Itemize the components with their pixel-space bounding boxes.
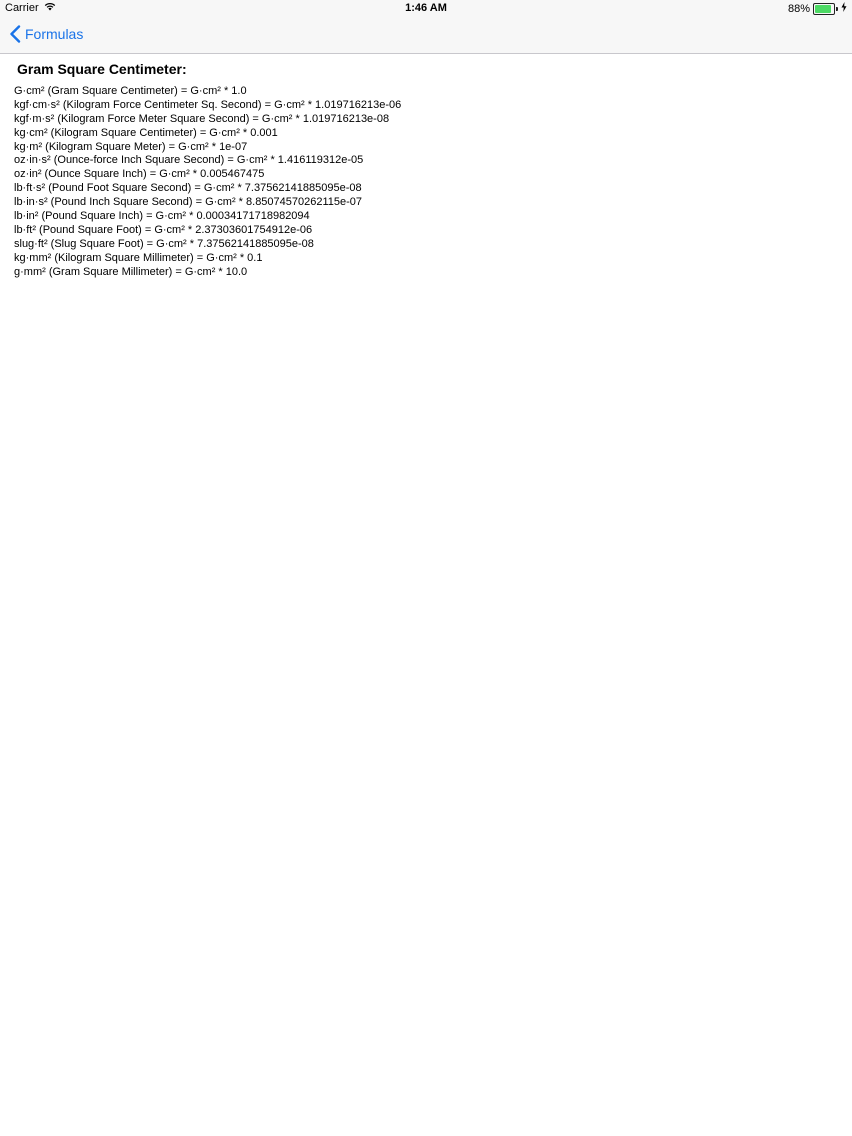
formula-item: lb·in² (Pound Square Inch) = G·cm² * 0.00034171718982094: [14, 210, 310, 223]
formula-item: kg·cm² (Kilogram Square Centimeter) = G·cm² * 0.001: [14, 126, 278, 139]
battery-icon: [813, 3, 835, 15]
battery-percent: 88%: [787, 2, 810, 15]
formula-item: slug·ft² (Slug Square Foot) = G·cm² * 7.37562141885095e-08: [14, 237, 314, 250]
formula-item: lb·ft² (Pound Square Foot) = G·cm² * 2.37303601754912e-06: [14, 223, 313, 236]
formula-item: lb·in·s² (Pound Inch Square Second) = G·cm² * 8.85074570262115e-07: [14, 196, 363, 209]
status-bar: [0, 0, 852, 18]
formula-item: kgf·m·s² (Kilogram Force Meter Square Second) = G·cm² * 1.019716213e-08: [14, 112, 390, 125]
status-time: 1:46 AM: [405, 2, 447, 14]
formula-item: lb·ft·s² (Pound Foot Square Second) = G·cm² * 7.37562141885095e-08: [14, 182, 362, 195]
chevron-left-icon: [9, 25, 21, 43]
navigation-bar: [0, 18, 852, 54]
charging-bolt-icon: [841, 2, 847, 15]
formula-item: kgf·cm·s² (Kilogram Force Centimeter Sq. Second) = G·cm² * 1.019716213e-06: [14, 98, 402, 111]
battery-fill: [815, 5, 831, 13]
carrier-label: Carrier: [5, 2, 39, 14]
formula-item: G·cm² (Gram Square Centimeter) = G·cm² * 1.0: [14, 85, 247, 97]
formula-item: kg·m² (Kilogram Square Meter) = G·cm² * 1e-07: [14, 140, 248, 153]
page-title: Gram Square Centimeter:: [17, 61, 187, 77]
back-label: Formulas: [25, 26, 84, 42]
formula-list: [14, 85, 401, 279]
formula-item: oz·in·s² (Ounce-force Inch Square Second) = G·cm² * 1.416119312e-05: [14, 154, 364, 167]
formula-item: oz·in² (Ounce Square Inch) = G·cm² * 0.005467475: [14, 168, 265, 181]
status-right: [788, 2, 847, 15]
battery-tip: [836, 7, 838, 11]
back-button[interactable]: [9, 25, 83, 43]
formula-item: g·mm² (Gram Square Millimeter) = G·cm² * 10.0: [14, 265, 248, 278]
formula-item: kg·mm² (Kilogram Square Millimeter) = G·cm² * 0.1: [14, 251, 263, 264]
